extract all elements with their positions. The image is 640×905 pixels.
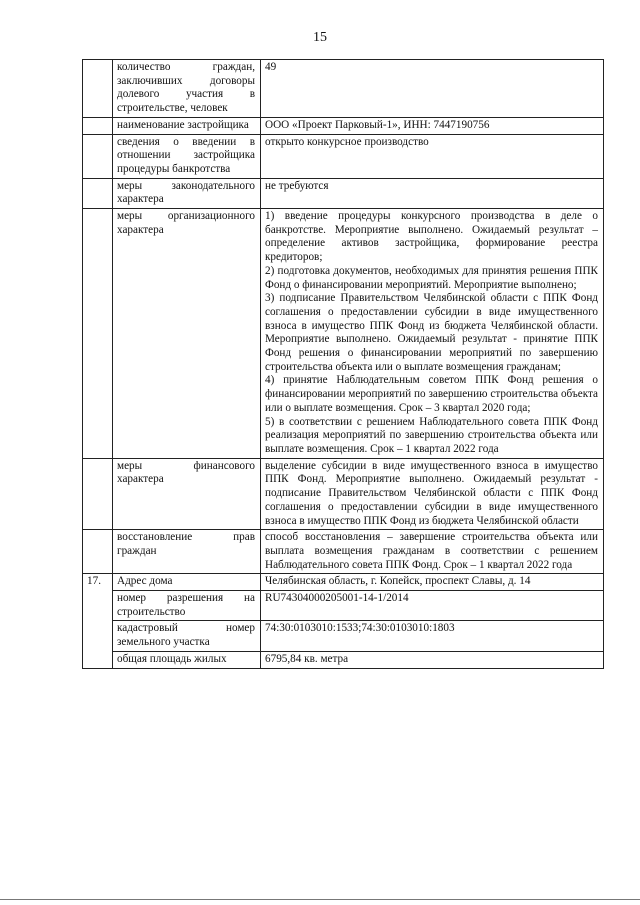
row-value: 74:30:0103010:1533;74:30:0103010:1803 [261, 621, 604, 651]
row-label: Адрес дома [113, 574, 261, 591]
row-value [261, 209, 604, 459]
row-value: Челябинская область, г. Копейск, проспект Славы, д. 14 [261, 574, 604, 591]
row-label: сведения о введении в отношении застройщика процедуры банкротства [113, 134, 261, 178]
row-value: выделение субсидии в виде имущественного взноса в имущество ППК Фонд. Мероприятие выполнено. Ожидаемый результат - подписание Правительством Челябинской области с ППК Фонд соглашения о предоставлении субсидии в виде имущественного взноса в имущество ППК Фонд из бюджета Челябинской области [261, 458, 604, 530]
table-row [83, 591, 604, 621]
row-value: способ восстановления – завершение строительства объекта или выплата возмещения гражданам в соответствии с решением Наблюдательного совета ППК Фонд. Срок – 1 квартал 2022 года [261, 530, 604, 574]
table-row [83, 117, 604, 134]
row-label: номер разрешения на строительство [113, 591, 261, 621]
page-bottom-rule [0, 899, 640, 900]
row-value: открыто конкурсное производство [261, 134, 604, 178]
measure-item: 1) введение процедуры конкурсного производства в деле о банкротстве. Мероприятие выполнено. Ожидаемый результат – определение активов застройщика, формирование реестра кредиторов; [265, 210, 598, 264]
row-value: RU74304000205001-14-1/2014 [261, 591, 604, 621]
row-value: 49 [261, 60, 604, 118]
row-label: меры организационного характера [113, 209, 261, 459]
row-value: 6795,84 кв. метра [261, 651, 604, 668]
measure-item: 4) принятие Наблюдательным советом ППК Фонд решения о финансировании мероприятий по завершению строительства объекта или о выплате возмещения. Срок – 3 квартал 2020 года; [265, 374, 598, 414]
measure-item: 5) в соответствии с решением Наблюдательного совета ППК Фонд реализация мероприятий по завершению строительства объекта или выплате возмещения. Срок – 1 квартал 2022 года [265, 415, 598, 455]
table-row [83, 651, 604, 668]
item-number-cell [83, 60, 113, 118]
measure-item: 3) подписание Правительством Челябинской области с ППК Фонд соглашения о предоставлении субсидии в виде имущественного взноса в имущество ППК Фонд из бюджета Челябинской области. Мероприятие выполнено. Ожидаемый результат - принятие ППК Фонд решения о финансировании мероприятий по завершению строительства объекта или о выплате возмещения гражданам; [265, 292, 598, 373]
item-number-cell [83, 117, 113, 134]
table-row [83, 209, 604, 459]
row-label: меры финансового характера [113, 458, 261, 530]
row-label: кадастровый номер земельного участка [113, 621, 261, 651]
item-number-cell [83, 134, 113, 178]
row-value: не требуются [261, 178, 604, 208]
table-row [83, 574, 604, 591]
item-number-cell [83, 209, 113, 459]
measure-item: 2) подготовка документов, необходимых для принятия решения ППК Фонд о финансировании мероприятий. Мероприятие выполнено; [265, 264, 598, 291]
table-row [83, 621, 604, 651]
item-number-cell [83, 458, 113, 530]
row-label: восстановление прав граждан [113, 530, 261, 574]
row-label: наименование застройщика [113, 117, 261, 134]
row-label: количество граждан, заключивших договоры долевого участия в строительстве, человек [113, 60, 261, 118]
table-row [83, 60, 604, 118]
table-row [83, 530, 604, 574]
object-info-table [82, 59, 604, 669]
table-row [83, 178, 604, 208]
row-label: меры законодательного характера [113, 178, 261, 208]
row-label: общая площадь жилых [113, 651, 261, 668]
table-row [83, 134, 604, 178]
page-number: 15 [313, 30, 327, 45]
item-number-cell [83, 178, 113, 208]
item-number-cell [83, 530, 113, 574]
item-number: 17. [83, 574, 113, 668]
table-row [83, 458, 604, 530]
row-value: ООО «Проект Парковый-1», ИНН: 7447190756 [261, 117, 604, 134]
